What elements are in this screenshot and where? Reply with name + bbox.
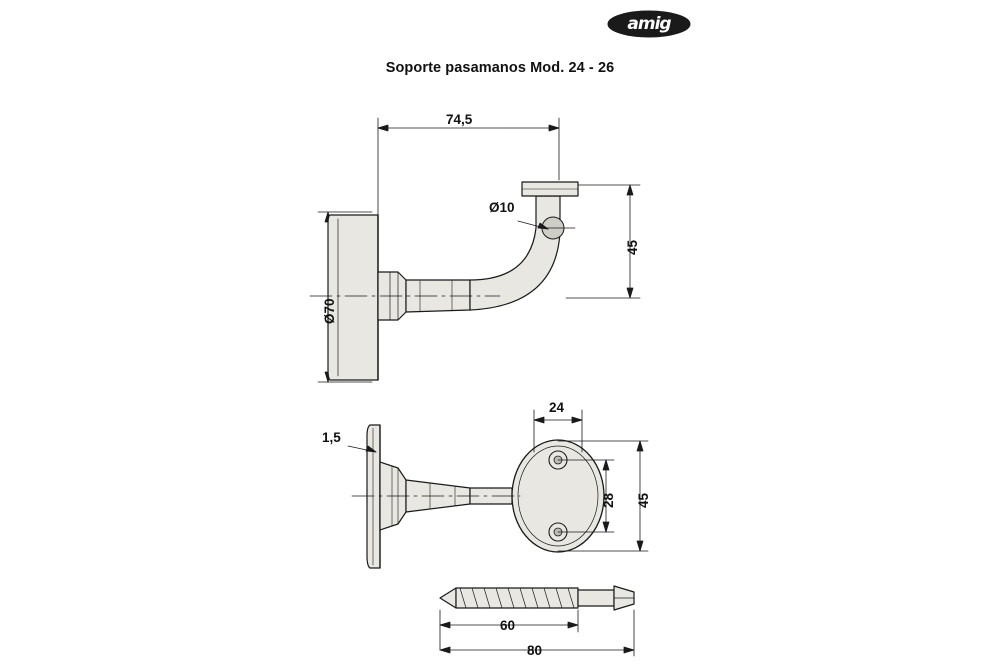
dimension-label-screw-total: 80: [527, 643, 543, 658]
dimension-label-width-total: 74,5: [446, 112, 473, 127]
dimension-label-hole-spacing: 28: [601, 492, 616, 508]
dimension-label-thread-length: 60: [500, 618, 516, 633]
logo-text: amig: [627, 14, 671, 34]
page-title: Soporte pasamanos Mod. 24 - 26: [385, 60, 615, 76]
dimension-label-bar-diameter: Ø10: [489, 200, 515, 215]
dimension-label-support-length: 45: [636, 492, 651, 508]
dimension-label-height-45: 45: [625, 239, 640, 255]
dimension-label-support-width: 24: [549, 400, 565, 415]
dimension-label-plate-diameter: Ø70: [322, 298, 337, 324]
dimension-label-plate-thickness: 1,5: [322, 430, 341, 445]
brand-logo: [607, 10, 691, 38]
